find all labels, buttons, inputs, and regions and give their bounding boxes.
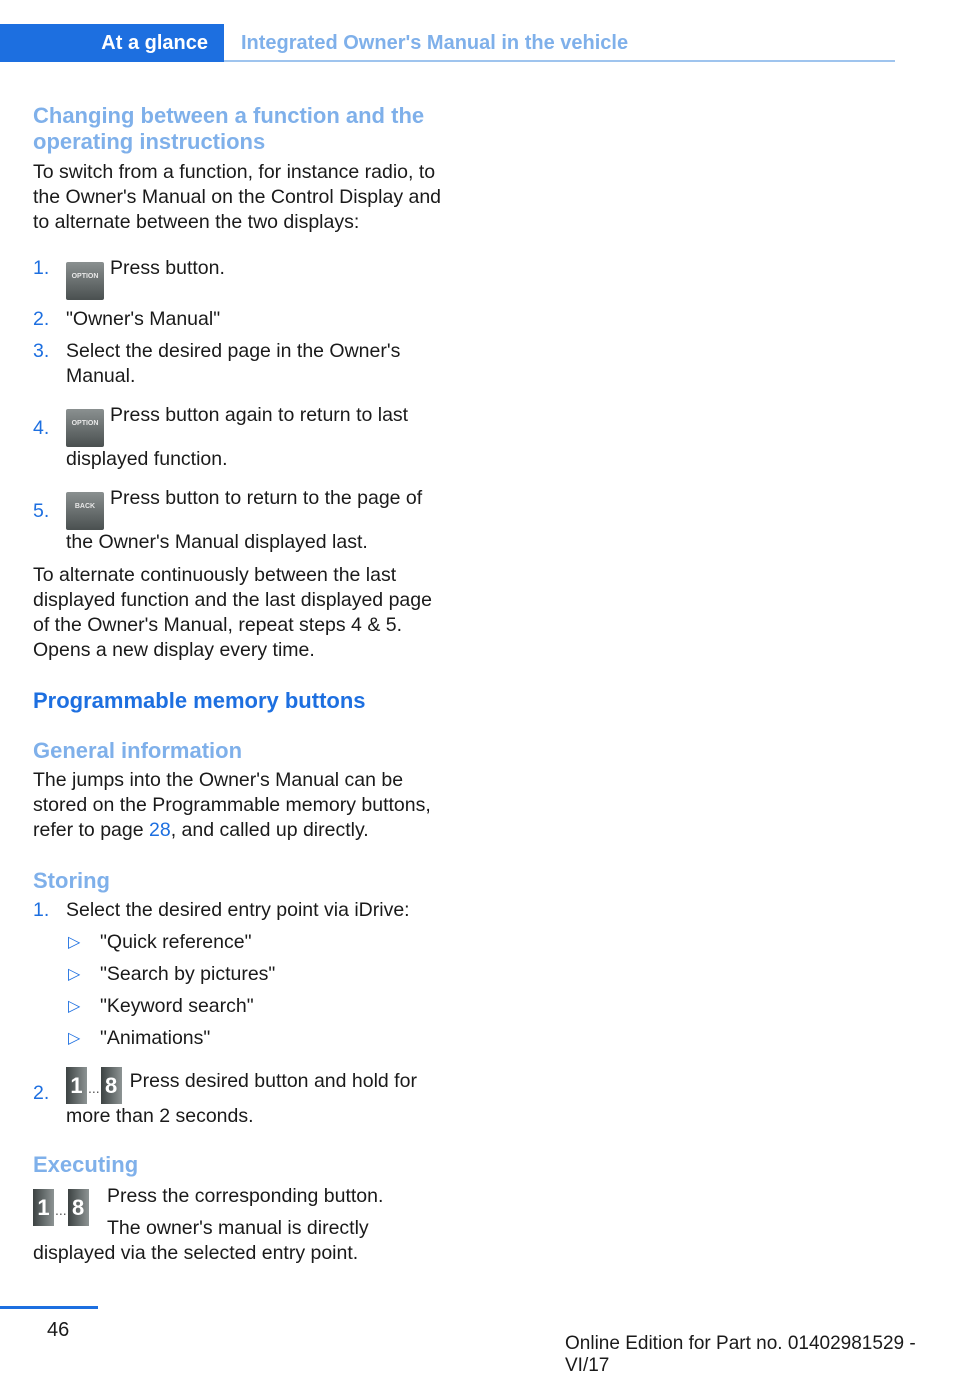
subheading-executing: Executing [33,1152,139,1177]
steps-list [33,256,453,555]
bullet-item [33,930,453,955]
option-button-icon: OPTION [66,262,104,300]
step-number: 3. [33,340,50,362]
executing-block [33,1184,453,1266]
memory-key-8-icon: 8 [101,1067,122,1104]
step-text: Press desired button and hold for more than 2 seconds. [66,1070,417,1127]
list-item [33,256,453,300]
bullet-text: "Animations" [100,1027,211,1049]
intro-paragraph: To switch from a function, for instance radio, to the Owner's Manual on the Control Display and to alternate between the two displays: [33,161,442,233]
step-number: 2. [33,308,50,330]
step-number: 4. [33,417,50,439]
list-item [33,403,453,472]
step-text: Press button again to return to last displayed function. [66,404,409,470]
list-item [33,898,453,923]
step-text: Press button. [110,257,225,279]
triangle-bullet-icon: ▷ [68,998,81,1015]
step-text: Select the desired page in the Owner's Manual. [66,340,401,387]
executing-text-2: The owner's manual is directly displayed via the selected entry point. [33,1217,369,1264]
header-divider [224,60,895,62]
triangle-bullet-icon: ▷ [68,966,81,983]
step-number: 5. [33,500,50,522]
bullet-text: "Quick reference" [100,931,252,953]
storing-list [33,898,453,1129]
executing-text: Press the corresponding button. [107,1185,384,1207]
ellipsis: ... [88,1080,100,1096]
subheading-general: General information [33,738,243,763]
page-header [0,24,895,62]
bullet-item [33,1026,453,1051]
memory-keys-graphic [33,1189,89,1226]
section-tab[interactable]: At a glance [0,24,224,62]
step-text: Press button to return to the page of the Owner's Manual displayed last. [66,487,423,553]
page-number: 46 [47,1319,70,1341]
subheading-storing: Storing [33,868,110,893]
bullet-item [33,962,453,987]
chapter-title[interactable]: Integrated Owner's Manual in the vehicle [241,32,629,54]
step-number: 1. [33,257,50,279]
section-heading-memory-buttons: Programmable memory buttons [33,688,366,713]
page-link[interactable]: 28 [149,819,171,841]
bullet-text: "Keyword search" [100,995,254,1017]
main-column [33,103,453,1266]
step-text: "Owner's Manual" [66,308,221,330]
list-item [33,307,453,332]
footer-accent-line [0,1306,98,1309]
step-text: Select the desired entry point via iDrive: [66,899,410,921]
triangle-bullet-icon: ▷ [68,934,81,951]
general-text-end: , and called up directly. [170,819,369,841]
edition-footer: Online Edition for Part no. 01402981529 - VI/17 [565,1333,916,1376]
memory-key-1-icon: 1 [66,1067,87,1104]
option-button-icon: OPTION [66,409,104,447]
bullet-item [33,994,453,1019]
step-number: 2. [33,1082,50,1104]
general-paragraph [33,768,453,843]
list-item [33,486,453,555]
bullet-text: "Search by pictures" [100,963,276,985]
general-text: The jumps into the Owner's Manual can be stored on the Programmable memory buttons, refer to page [33,769,431,841]
ellipsis: ... [55,1202,67,1218]
list-item [33,339,453,389]
list-item [33,1067,453,1129]
triangle-bullet-icon: ▷ [68,1030,81,1047]
memory-key-8-icon: 8 [68,1189,89,1226]
memory-key-1-icon: 1 [33,1189,54,1226]
section-heading-changing: Changing between a function and the operating instructions [33,103,425,154]
back-button-icon: BACK [66,492,104,530]
step-number: 1. [33,899,50,921]
outro-paragraph: To alternate continuously between the last displayed function and the last displayed page of the Owner's Manual, repeat steps 4 & 5. Opens a new display every time. [33,564,432,661]
